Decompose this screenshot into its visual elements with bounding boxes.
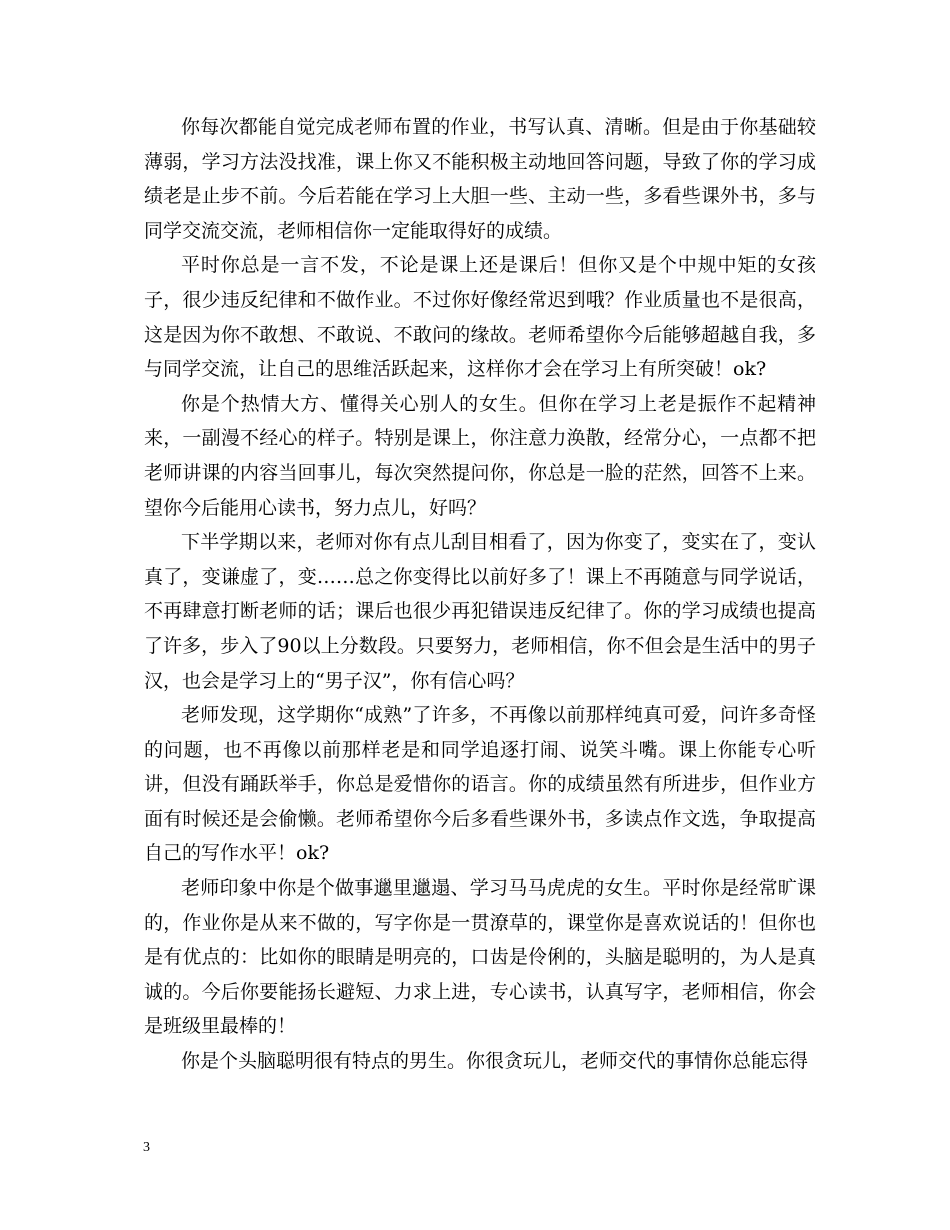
paragraph-6: 老师印象中你是个做事邋里邋遢、学习马马虎虎的女生。平时你是经常旷课的，作业你是从来不做的，写字你是一贯潦草的，课堂你是喜欢说话的！但你也是有优点的：比如你的眼睛是明亮的，口齿是伶俐的，头脑是聪明的，为人是真诚的。今后你要能扬长避短、力求上进，专心读书，认真写字，老师相信，你会是班级里最棒的！: [144, 877, 816, 1038]
page-number: 3: [143, 1140, 150, 1155]
paragraph-5: 老师发现，这学期你“成熟”了许多，不再像以前那样纯真可爱，问许多奇怪的问题，也不再像以前那样老是和同学追逐打闹、说笑斗嘴。课上你能专心听讲，但没有踊跃举手，你总是爱惜你的语言。你的成绩虽然有所进步，但作业方面有时候还是会偷懒。老师希望你今后多看些课外书，多读点作文选，争取提高自己的写作水平！ok?: [144, 704, 816, 865]
paragraph-3: 你是个热情大方、懂得关心别人的女生。但你在学习上老是振作不起精神来，一副漫不经心的样子。特别是课上，你注意力涣散，经常分心，一点都不把老师讲课的内容当回事儿，每次突然提问你，你总是一脸的茫然，回答不上来。望你今后能用心读书，努力点儿，好吗？: [144, 392, 816, 519]
paragraph-1: 你每次都能自觉完成老师布置的作业，书写认真、清晰。但是由于你基础较薄弱，学习方法没找准，课上你又不能积极主动地回答问题，导致了你的学习成绩老是止步不前。今后若能在学习上大胆一些、主动一些，多看些课外书，多与同学交流交流，老师相信你一定能取得好的成绩。: [144, 116, 816, 242]
paragraph-7: 你是个头脑聪明很有特点的男生。你很贪玩儿，老师交代的事情你总能忘得: [181, 1050, 809, 1073]
paragraph-2: 平时你总是一言不发，不论是课上还是课后！但你又是个中规中矩的女孩子，很少违反纪律和不做作业。不过你好像经常迟到哦？作业质量也不是很高，这是因为你不敢想、不敢说、不敢问的缘故。老师希望你今后能够超越自我，多与同学交流，让自己的思维活跃起来，这样你才会在学习上有所突破！ok?: [144, 254, 816, 381]
document-body: [144, 110, 816, 1079]
paragraph-4: 下半学期以来，老师对你有点儿刮目相看了，因为你变了，变实在了，变认真了，变谦虚了，变……总之你变得比以前好多了！课上不再随意与同学说话，不再肆意打断老师的话；课后也很少再犯错误违反纪律了。你的学习成绩也提高了许多，步入了90以上分数段。只要努力，老师相信，你不但会是生活中的男子汉，也会是学习上的“男子汉”，你有信心吗？: [144, 531, 816, 692]
